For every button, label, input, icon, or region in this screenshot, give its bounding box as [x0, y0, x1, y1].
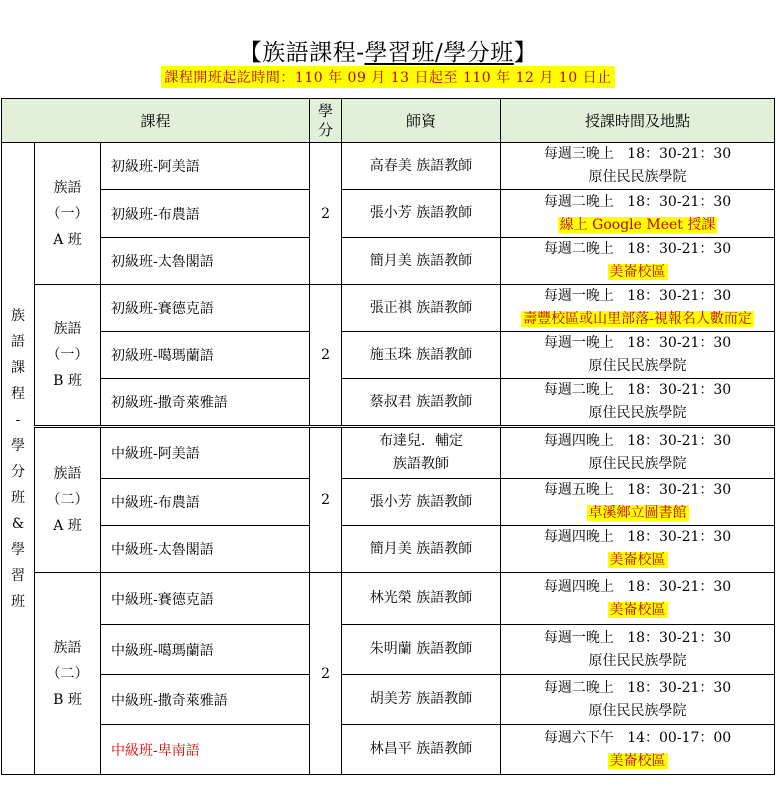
teacher	[342, 573, 501, 625]
class-group-line: 族語	[53, 466, 82, 482]
class-group-line: （二）	[46, 492, 89, 508]
program-char: 課	[11, 359, 25, 376]
course-name-text: 初級班-撒奇萊雅語	[111, 395, 228, 411]
course-name-text: 中級班-布農語	[111, 495, 200, 511]
teacher-name: 蔡叔君 族語教師	[369, 393, 473, 410]
class-group-line: 族語	[53, 179, 82, 196]
schedule	[501, 526, 775, 573]
teacher-name: 胡美芳 族語教師	[369, 691, 473, 707]
teacher-name: 林光榮 族語教師	[369, 590, 473, 606]
schedule-time: 每週四晚上 18：30-21：30	[543, 578, 732, 595]
course-name	[101, 332, 310, 379]
teacher-name: 張小芳 族語教師	[369, 205, 473, 221]
schedule-time: 每週一晚上 18：30-21：30	[543, 288, 732, 304]
schedule	[501, 427, 775, 479]
teacher-name: 簡月美 族語教師	[369, 540, 473, 557]
schedule-time: 每週三晚上 18：30-21：30	[543, 146, 732, 162]
teacher	[342, 190, 501, 238]
course-name-text: 初級班-噶瑪蘭語	[111, 348, 214, 364]
schedule	[501, 238, 775, 285]
course-name-text: 初級班-布農語	[111, 206, 200, 223]
teacher-title: 族語教師	[393, 456, 450, 472]
course-period: 課程開班起訖時間：110 年 09 月 13 日起至 110 年 12 月 10 日止	[161, 66, 614, 88]
class-group-line: （一）	[46, 205, 89, 222]
schedule-place: 壽豐校區或山里部落-視報名人數而定	[523, 311, 752, 327]
schedule	[501, 143, 775, 190]
header-credit-char: 分	[318, 120, 334, 139]
table-row	[2, 238, 775, 285]
class-group-line: A 班	[53, 231, 82, 248]
schedule-time: 每週二晚上 18：30-21：30	[543, 241, 732, 257]
course-name	[101, 190, 310, 238]
course-name-text: 中級班-撒奇萊雅語	[111, 692, 228, 709]
class-group-line: B 班	[53, 373, 82, 389]
program-char: 語	[11, 333, 25, 350]
program-char: 學	[11, 541, 25, 558]
credit-value: 2	[310, 143, 342, 285]
teacher	[342, 675, 501, 725]
schedule	[501, 285, 775, 332]
program-char: 班	[11, 593, 25, 610]
table-row	[2, 573, 775, 625]
schedule-place: 原住民民族學院	[588, 405, 687, 421]
program-char: -	[15, 411, 21, 428]
course-name	[101, 625, 310, 675]
credit-value: 2	[310, 573, 342, 775]
course-name	[101, 526, 310, 573]
credit-value: 2	[310, 285, 342, 427]
schedule-place: 原住民民族學院	[588, 169, 687, 185]
table-row	[2, 479, 775, 526]
teacher	[342, 379, 501, 427]
schedule	[501, 479, 775, 526]
schedule-time: 每週四晚上 18：30-21：30	[543, 529, 732, 545]
course-name-text: 中級班-阿美語	[111, 446, 200, 462]
program-char: 習	[11, 567, 25, 584]
schedule	[501, 625, 775, 675]
course-name-text: 中級班-賽德克語	[111, 591, 214, 608]
schedule-time: 每週六下午 14：00-17：00	[543, 729, 732, 746]
teacher-name: 朱明蘭 族語教師	[369, 641, 473, 657]
teacher	[342, 285, 501, 332]
course-name	[101, 573, 310, 625]
table-row	[2, 285, 775, 332]
teacher	[342, 238, 501, 285]
teacher	[342, 332, 501, 379]
course-name	[101, 479, 310, 526]
course-name	[101, 285, 310, 332]
program-char: 程	[11, 385, 25, 402]
course-name-text: 中級班-卑南語	[111, 742, 200, 759]
program-char: 族	[11, 307, 25, 324]
schedule	[501, 725, 775, 775]
teacher	[342, 625, 501, 675]
schedule-place: 美崙校區	[609, 264, 666, 280]
course-name-text: 初級班-阿美語	[111, 159, 200, 175]
schedule-place: 卓溪鄉立圖書館	[588, 505, 687, 521]
schedule-place: 美崙校區	[609, 552, 666, 568]
class-group	[35, 285, 101, 427]
table-row	[2, 675, 775, 725]
header-schedule: 授課時間及地點	[501, 99, 775, 143]
class-group-line: （二）	[46, 665, 89, 682]
schedule-place: 美崙校區	[609, 601, 666, 618]
header-teacher: 師資	[342, 99, 501, 143]
schedule-place: 原住民民族學院	[588, 358, 687, 374]
schedule-place: 原住民民族學院	[588, 702, 687, 719]
table-row	[2, 190, 775, 238]
schedule-place: 原住民民族學院	[588, 652, 687, 669]
program-name	[2, 143, 35, 775]
course-name-text: 中級班-太魯閣語	[111, 542, 214, 558]
schedule-time: 每週一晚上 18：30-21：30	[543, 629, 732, 646]
credit-value: 2	[310, 427, 342, 573]
course-name-text: 初級班-太魯閣語	[111, 254, 214, 270]
schedule-time: 每週二晚上 18：30-21：30	[543, 193, 732, 210]
class-group-line: 族語	[53, 321, 82, 337]
course-name	[101, 427, 310, 479]
table-row	[2, 625, 775, 675]
class-group-line: （一）	[46, 347, 89, 363]
program-char: 學	[11, 437, 25, 454]
teacher-name: 張正祺 族語教師	[369, 299, 473, 316]
teacher-name: 簡月美 族語教師	[369, 252, 473, 269]
schedule-place: 美崙校區	[609, 752, 666, 769]
teacher	[342, 143, 501, 190]
header-credit-char: 學	[318, 101, 334, 120]
program-char: &	[11, 515, 25, 532]
schedule-time: 每週二晚上 18：30-21：30	[543, 679, 732, 696]
class-group	[35, 573, 101, 775]
course-name	[101, 379, 310, 427]
program-char: 班	[11, 489, 25, 506]
class-group-line: 族語	[53, 639, 82, 656]
class-group	[35, 143, 101, 285]
table-row	[2, 427, 775, 479]
table-row	[2, 725, 775, 775]
teacher	[342, 479, 501, 526]
program-char: 分	[11, 463, 25, 480]
teacher	[342, 526, 501, 573]
schedule-time: 每週四晚上 18：30-21：30	[543, 433, 732, 449]
header-credit	[310, 99, 342, 143]
course-name-text: 中級班-噶瑪蘭語	[111, 642, 214, 659]
table-header	[2, 99, 775, 143]
table-row	[2, 526, 775, 573]
class-group-line: B 班	[53, 691, 82, 708]
course-name	[101, 238, 310, 285]
teacher-name: 施玉珠 族語教師	[369, 346, 473, 363]
class-group	[35, 427, 101, 573]
schedule-place: 線上 Google Meet 授課	[559, 216, 716, 233]
page-title: 【族語課程-學習班/學分班】	[238, 40, 538, 66]
header-course: 課程	[2, 99, 310, 143]
table-row	[2, 332, 775, 379]
schedule	[501, 573, 775, 625]
schedule	[501, 332, 775, 379]
table-row	[2, 379, 775, 427]
course-table	[1, 98, 775, 775]
schedule	[501, 190, 775, 238]
teacher	[342, 725, 501, 775]
teacher	[342, 427, 501, 479]
schedule-time: 每週二晚上 18：30-21：30	[543, 382, 732, 398]
course-name	[101, 675, 310, 725]
schedule-time: 每週一晚上 18：30-21：30	[543, 335, 732, 351]
table-row	[2, 143, 775, 190]
teacher-name: 布達兒．輔定	[379, 433, 464, 449]
schedule-place: 原住民民族學院	[588, 456, 687, 472]
teacher-name: 張小芳 族語教師	[369, 493, 473, 510]
teacher-name: 林昌平 族語教師	[369, 741, 473, 757]
class-group-line: A 班	[53, 518, 82, 534]
schedule	[501, 675, 775, 725]
schedule-time: 每週五晚上 18：30-21：30	[543, 482, 732, 498]
course-name	[101, 143, 310, 190]
schedule	[501, 379, 775, 427]
course-name-text: 初級班-賽德克語	[111, 301, 214, 317]
teacher-name: 高春美 族語教師	[369, 157, 473, 174]
course-name	[101, 725, 310, 775]
